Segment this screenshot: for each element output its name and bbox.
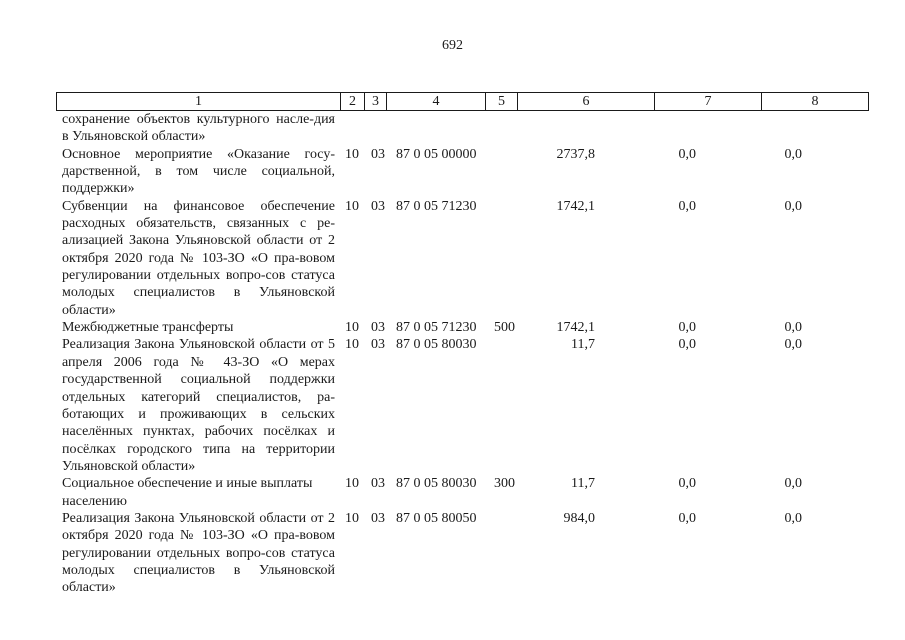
row-description: сохранение объектов культурного насле-дия в Ульяновской области» — [62, 112, 335, 145]
header-row — [57, 93, 869, 111]
row-section: 10 — [345, 146, 359, 162]
row-amount-7: 0,0 — [678, 146, 696, 162]
row-amount-8: 0,0 — [784, 146, 802, 162]
header-col-7: 7 — [655, 93, 762, 111]
header-col-5: 5 — [486, 93, 518, 111]
header-col-3: 3 — [365, 93, 387, 111]
row-section: 10 — [345, 476, 359, 492]
row-expense-type: 300 — [494, 476, 515, 492]
row-amount-6: 1742,1 — [556, 198, 595, 214]
row-target-code: 87 0 05 80030 — [396, 337, 477, 353]
row-subsection: 03 — [371, 510, 385, 526]
row-description: Основное мероприятие «Оказание госу-дарственной, в том числе социальной, поддержки» — [62, 146, 335, 197]
header-col-4: 4 — [387, 93, 486, 111]
row-description: Межбюджетные трансферты — [62, 320, 234, 336]
table-row — [0, 146, 905, 198]
row-amount-8: 0,0 — [784, 198, 802, 214]
row-description: Реализация Закона Ульяновской области от 2 октября 2020 года № 103-ЗО «О пра-вовом регулировании отдельных вопро-сов статуса молодых специалистов в Ульяновской области» — [62, 510, 335, 596]
table-header — [56, 92, 869, 111]
row-subsection: 03 — [371, 320, 385, 336]
row-amount-7: 0,0 — [678, 320, 696, 336]
table-row — [0, 475, 905, 510]
row-section: 10 — [345, 510, 359, 526]
row-amount-8: 0,0 — [784, 337, 802, 353]
row-expense-type: 500 — [494, 320, 515, 336]
table-row — [0, 510, 905, 597]
row-section: 10 — [345, 320, 359, 336]
row-description: Реализация Закона Ульяновской области от 5 апреля 2006 года № 43-ЗО «О мерах государственной социальной поддержки отдельных категорий специалистов, ра-ботающих и проживающих в сельских населённых пунктах, рабочих посёлках и посёлках городского типа на территории Ульяновской области» — [62, 337, 335, 474]
table-body — [0, 111, 905, 597]
row-description: Социальное обеспечение и иные выплаты населению — [62, 476, 313, 509]
row-amount-8: 0,0 — [784, 510, 802, 526]
header-col-1: 1 — [57, 93, 341, 111]
table-row — [0, 319, 905, 336]
row-section: 10 — [345, 198, 359, 214]
page-number: 692 — [442, 38, 463, 53]
header-col-6: 6 — [518, 93, 655, 111]
row-amount-6: 11,7 — [571, 337, 595, 353]
row-subsection: 03 — [371, 337, 385, 353]
row-target-code: 87 0 05 80050 — [396, 510, 477, 526]
row-subsection: 03 — [371, 146, 385, 162]
row-amount-6: 11,7 — [571, 476, 595, 492]
row-target-code: 87 0 05 80030 — [396, 476, 477, 492]
row-amount-6: 984,0 — [563, 510, 595, 526]
row-target-code: 87 0 05 71230 — [396, 320, 477, 336]
row-amount-6: 1742,1 — [556, 320, 595, 336]
row-amount-7: 0,0 — [678, 476, 696, 492]
header-col-8: 8 — [762, 93, 869, 111]
row-subsection: 03 — [371, 198, 385, 214]
row-amount-8: 0,0 — [784, 320, 802, 336]
row-amount-7: 0,0 — [678, 510, 696, 526]
row-subsection: 03 — [371, 476, 385, 492]
table-row — [0, 111, 905, 146]
table-row — [0, 336, 905, 475]
row-section: 10 — [345, 337, 359, 353]
row-amount-6: 2737,8 — [556, 146, 595, 162]
row-target-code: 87 0 05 71230 — [396, 198, 477, 214]
row-amount-8: 0,0 — [784, 476, 802, 492]
row-target-code: 87 0 05 00000 — [396, 146, 477, 162]
row-amount-7: 0,0 — [678, 337, 696, 353]
row-amount-7: 0,0 — [678, 198, 696, 214]
header-col-2: 2 — [341, 93, 365, 111]
row-description: Субвенции на финансовое обеспечение расходных обязательств, связанных с ре-ализацией Закона Ульяновской области от 2 октября 2020 года № 103-ЗО «О пра-вовом регулировании отдельных вопро-сов статуса молодых специалистов в Ульяновской области» — [62, 198, 335, 318]
table-row — [0, 198, 905, 319]
